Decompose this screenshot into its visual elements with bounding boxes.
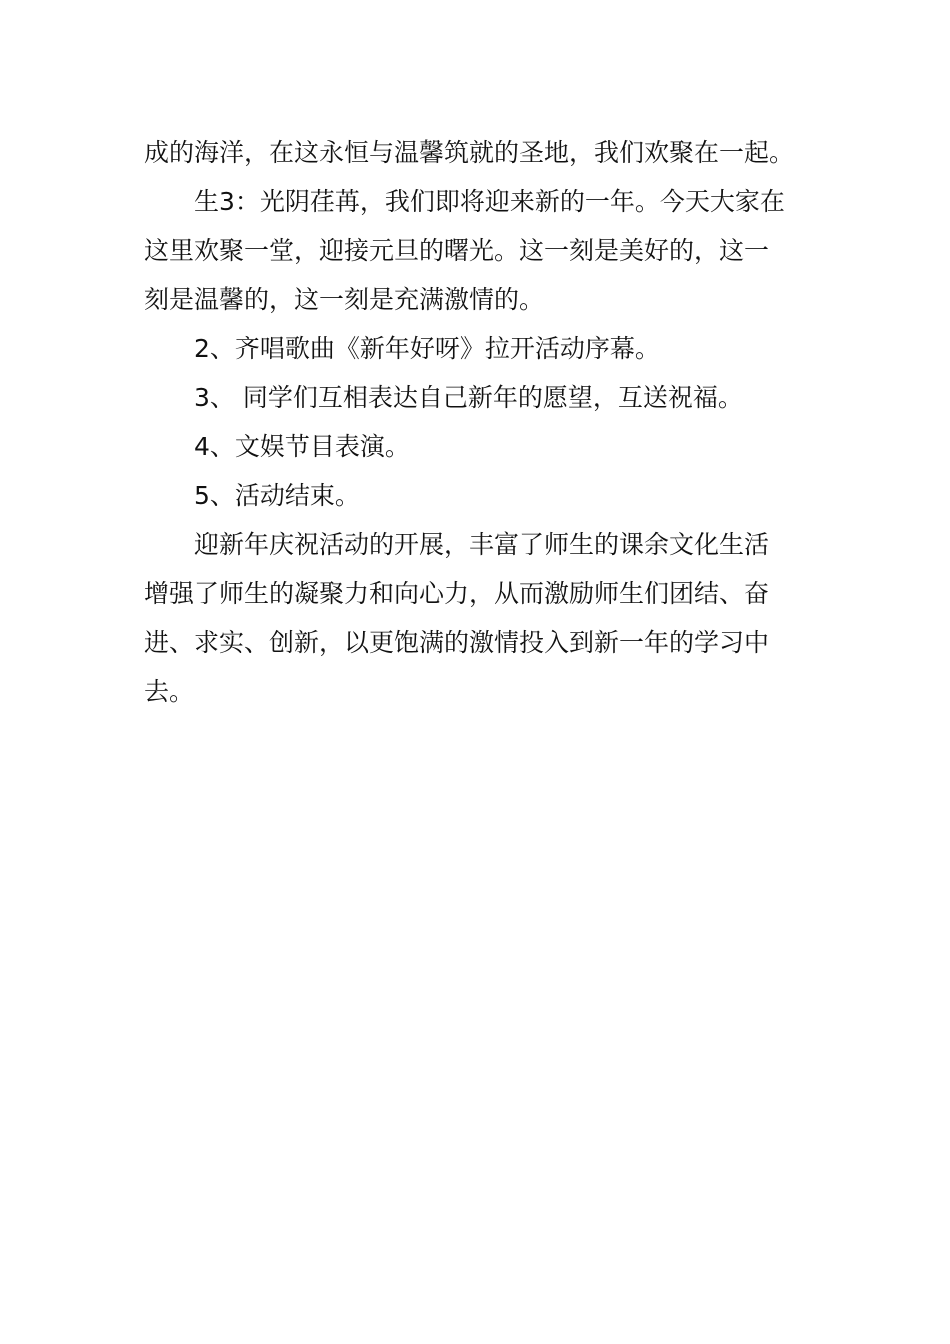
paragraph-line-1: 成的海洋，在这永恒与温馨筑就的圣地，我们欢聚在一起。 — [144, 138, 795, 167]
summary-line-4: 去。 — [144, 677, 195, 706]
paragraph-line-3: 这里欢聚一堂，迎接元旦的曙光。这一刻是美好的，这一 — [144, 236, 770, 265]
document-body — [144, 128, 806, 716]
summary-line-2: 增强了师生的凝聚力和向心力，从而激励师生们团结、奋 — [144, 579, 770, 608]
summary-line-1: 迎新年庆祝活动的开展，丰富了师生的课余文化生活 — [194, 530, 770, 559]
paragraph-line-2: 生3：光阴荏苒，我们即将迎来新的一年。今天大家在 — [194, 187, 785, 216]
list-item-3: 3、 同学们互相表达自己新年的愿望，互送祝福。 — [194, 383, 743, 412]
list-item-2: 2、齐唱歌曲《新年好呀》拉开活动序幕。 — [194, 334, 660, 363]
list-item-4: 4、文娱节目表演。 — [194, 432, 410, 461]
paragraph-line-4: 刻是温馨的，这一刻是充满激情的。 — [144, 285, 545, 314]
summary-line-3: 进、求实、创新，以更饱满的激情投入到新一年的学习中 — [144, 628, 770, 657]
list-item-5: 5、活动结束。 — [194, 481, 360, 510]
